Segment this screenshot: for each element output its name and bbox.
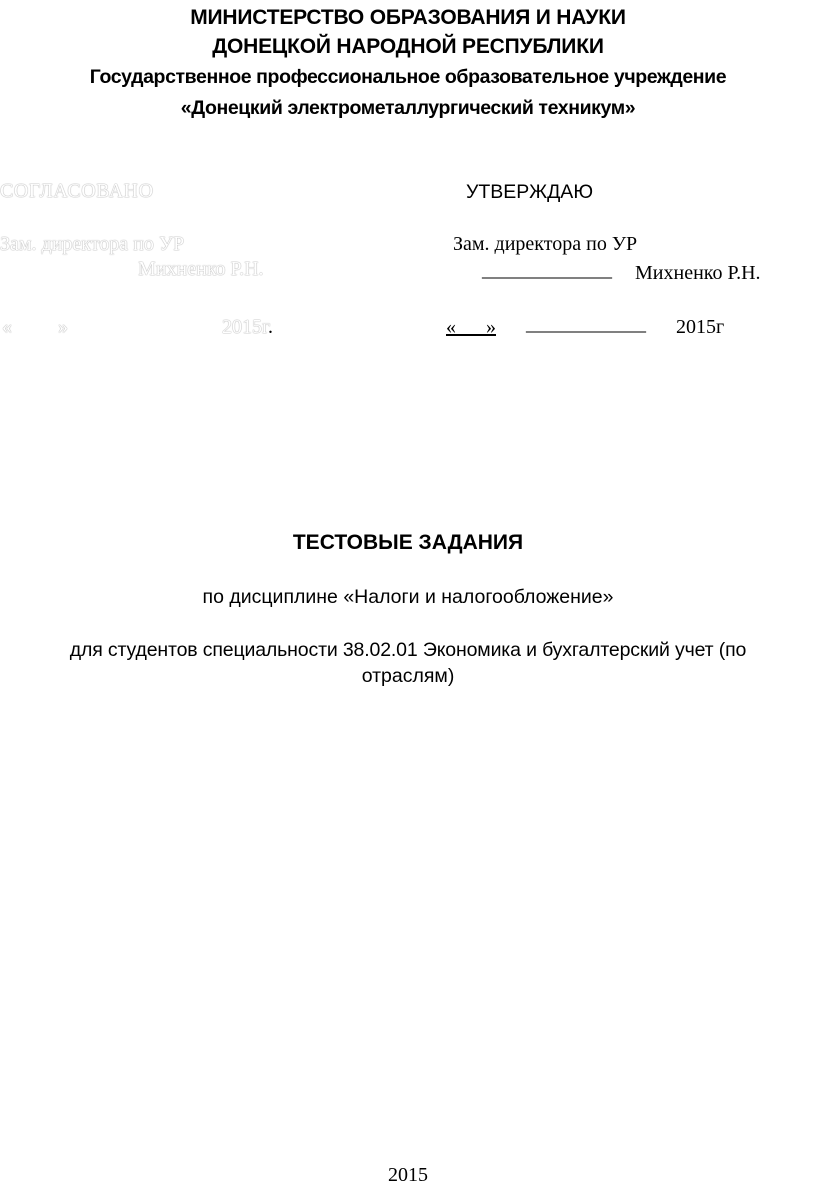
- document-title: ТЕСТОВЫЕ ЗАДАНИЯ: [292, 531, 524, 554]
- approve-title: УТВЕРЖДАЮ: [466, 181, 594, 203]
- agreed-title: СОГЛАСОВАНО: [0, 180, 154, 202]
- ministry-title-line1: МИНИСТЕРСТВО ОБРАЗОВАНИЯ И НАУКИ: [190, 6, 626, 29]
- agreed-year: [222, 316, 273, 339]
- agreed-year-dot: .: [267, 316, 273, 338]
- approve-month-line: ____________: [526, 313, 646, 335]
- specialty-line1: для студентов специальности 38.02.01 Экономика и бухгалтерский учет (по: [69, 639, 747, 661]
- discipline-line: по дисциплине «Налоги и налогообложение»: [202, 586, 614, 608]
- approve-name: Михненко Р.Н.: [635, 262, 761, 284]
- approve-position: Зам. директора по УР: [453, 233, 638, 255]
- approve-date-quotes: « »: [446, 316, 496, 338]
- agreed-position: Зам. директора по УР: [0, 233, 185, 255]
- agreed-year-text: 2015г: [222, 316, 268, 338]
- ministry-title-line2: ДОНЕЦКОЙ НАРОДНОЙ РЕСПУБЛИКИ: [212, 35, 604, 58]
- approve-year: 2015г: [676, 316, 725, 338]
- agreed-name: Михненко Р.Н.: [138, 258, 264, 280]
- institution-name-line2: «Донецкий электрометаллургический техникум»: [180, 97, 636, 119]
- institution-name-line1: Государственное профессиональное образовательное учреждение: [89, 66, 727, 88]
- footer-year: 2015: [388, 1164, 428, 1186]
- agreed-date-open-quote: «: [2, 316, 12, 338]
- agreed-date-close-quote: »: [58, 316, 68, 338]
- approve-signature-line: _____________: [482, 259, 612, 281]
- specialty-line2: отраслям): [361, 665, 455, 687]
